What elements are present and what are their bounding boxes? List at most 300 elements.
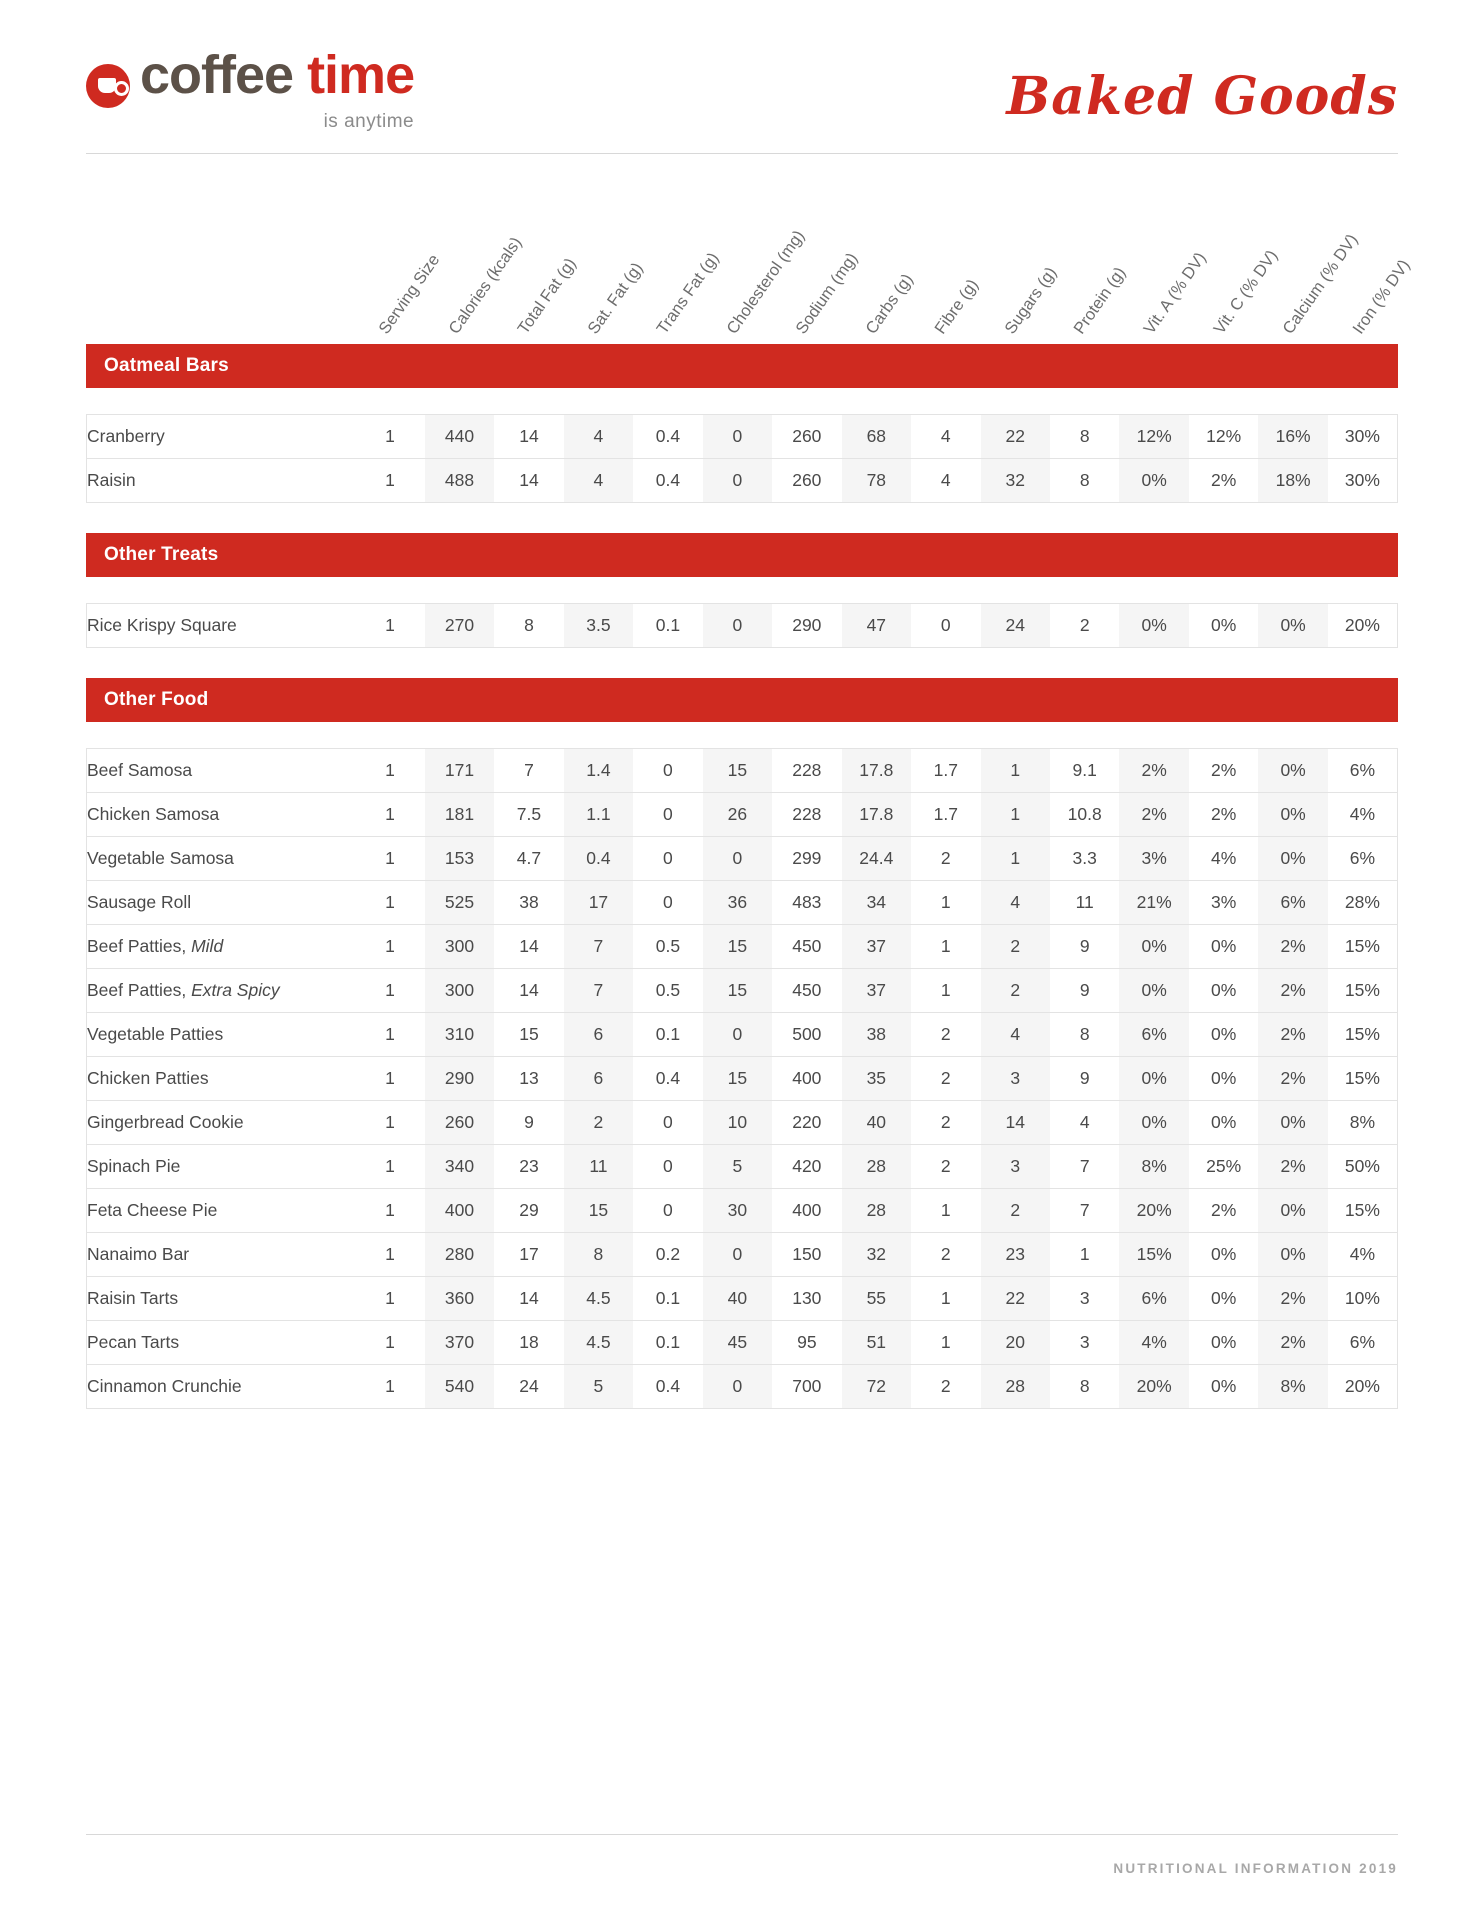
column-header: Total Fat (g) — [514, 254, 580, 338]
table-row — [87, 1277, 1398, 1321]
column-header: Serving Size — [375, 251, 444, 338]
cell-value: 2% — [1189, 749, 1258, 793]
cell-value: 450 — [772, 925, 841, 969]
cell-value: 1 — [355, 969, 424, 1013]
cell-value: 2% — [1189, 459, 1258, 503]
column-header: Protein (g) — [1070, 264, 1130, 338]
cell-value: 21% — [1119, 881, 1188, 925]
page-title: Baked Goods — [1006, 66, 1398, 127]
cell-value: 0% — [1258, 1233, 1327, 1277]
cell-value: 29 — [494, 1189, 563, 1233]
cell-value: 6% — [1328, 1321, 1398, 1365]
table-row — [87, 459, 1398, 503]
cell-value: 6% — [1258, 881, 1327, 925]
cell-value: 32 — [981, 459, 1050, 503]
cell-value: 1 — [911, 1189, 980, 1233]
cell-value: 1 — [355, 604, 424, 648]
cell-value: 0 — [633, 749, 702, 793]
cell-value: 2% — [1258, 969, 1327, 1013]
cell-value: 28 — [842, 1145, 911, 1189]
cell-value: 20% — [1119, 1365, 1188, 1409]
cell-value: 8% — [1258, 1365, 1327, 1409]
cell-value: 15% — [1328, 1189, 1398, 1233]
cell-value: 300 — [425, 925, 494, 969]
cell-value: 2% — [1119, 749, 1188, 793]
table-row — [87, 1057, 1398, 1101]
item-name-text: Rice Krispy Square — [87, 615, 237, 635]
cell-value: 24 — [494, 1365, 563, 1409]
cell-value: 0 — [703, 1233, 772, 1277]
cell-value: 1 — [355, 793, 424, 837]
cell-value: 1 — [355, 749, 424, 793]
table-row — [87, 1321, 1398, 1365]
cell-value: 0% — [1189, 925, 1258, 969]
column-header: Sugars (g) — [1001, 264, 1061, 338]
cell-value: 14 — [494, 969, 563, 1013]
column-header: Fibre (g) — [931, 276, 983, 338]
category-header: Oatmeal Bars — [86, 344, 1398, 388]
cell-value: 6% — [1328, 749, 1398, 793]
cell-value: 2 — [981, 1189, 1050, 1233]
cell-value: 14 — [494, 925, 563, 969]
cell-value: 260 — [772, 415, 841, 459]
cell-value: 51 — [842, 1321, 911, 1365]
spacer — [86, 503, 1398, 533]
cell-value: 1 — [981, 793, 1050, 837]
item-name-text: Chicken Patties — [87, 1068, 209, 1088]
cell-value: 0.4 — [633, 415, 702, 459]
cell-value: 0% — [1189, 1321, 1258, 1365]
nutrition-table — [86, 603, 1398, 648]
cell-value: 23 — [494, 1145, 563, 1189]
cell-value: 12% — [1189, 415, 1258, 459]
cell-value: 35 — [842, 1057, 911, 1101]
item-name-variant: Extra Spicy — [191, 980, 280, 1000]
item-name — [87, 1277, 356, 1321]
cell-value: 26 — [703, 793, 772, 837]
table-row — [87, 1233, 1398, 1277]
cell-value: 17 — [564, 881, 633, 925]
cell-value: 6 — [564, 1013, 633, 1057]
cell-value: 450 — [772, 969, 841, 1013]
brand-wordmark — [140, 45, 415, 132]
cell-value: 9 — [1050, 969, 1119, 1013]
cell-value: 3 — [1050, 1321, 1119, 1365]
cell-value: 300 — [425, 969, 494, 1013]
cell-value: 0.4 — [564, 837, 633, 881]
cell-value: 0 — [703, 1365, 772, 1409]
cell-value: 9.1 — [1050, 749, 1119, 793]
column-header: Vit. C (% DV) — [1209, 246, 1281, 338]
cell-value: 15 — [494, 1013, 563, 1057]
cell-value: 36 — [703, 881, 772, 925]
cell-value: 228 — [772, 793, 841, 837]
item-name — [87, 925, 356, 969]
table-row — [87, 1013, 1398, 1057]
cell-value: 1 — [355, 1145, 424, 1189]
cell-value: 15 — [703, 925, 772, 969]
sections-container — [86, 344, 1398, 1409]
cell-value: 9 — [1050, 1057, 1119, 1101]
cell-value: 2 — [911, 1145, 980, 1189]
cell-value: 0% — [1119, 459, 1188, 503]
cell-value: 0% — [1119, 925, 1188, 969]
cell-value: 525 — [425, 881, 494, 925]
cell-value: 150 — [772, 1233, 841, 1277]
cell-value: 0% — [1258, 793, 1327, 837]
cell-value: 0% — [1189, 1057, 1258, 1101]
cell-value: 47 — [842, 604, 911, 648]
footer-label: NUTRITIONAL INFORMATION 2019 — [1113, 1861, 1398, 1876]
column-header: Calcium (% DV) — [1279, 230, 1362, 338]
item-name — [87, 415, 356, 459]
item-name — [87, 1233, 356, 1277]
cell-value: 3% — [1189, 881, 1258, 925]
cell-value: 4.7 — [494, 837, 563, 881]
cell-value: 0.2 — [633, 1233, 702, 1277]
cell-value: 0.1 — [633, 1013, 702, 1057]
item-name — [87, 969, 356, 1013]
cell-value: 0% — [1189, 1277, 1258, 1321]
cell-value: 34 — [842, 881, 911, 925]
table-row — [87, 604, 1398, 648]
cell-value: 37 — [842, 925, 911, 969]
item-name-text: Cranberry — [87, 426, 165, 446]
cell-value: 440 — [425, 415, 494, 459]
cell-value: 181 — [425, 793, 494, 837]
cell-value: 7.5 — [494, 793, 563, 837]
column-header: Calories (kcals) — [445, 233, 526, 338]
column-header: Trans Fat (g) — [653, 249, 723, 338]
cell-value: 1 — [355, 415, 424, 459]
cell-value: 2% — [1258, 1057, 1327, 1101]
cell-value: 2 — [911, 837, 980, 881]
cell-value: 0% — [1119, 604, 1188, 648]
item-name — [87, 1101, 356, 1145]
cell-value: 340 — [425, 1145, 494, 1189]
cell-value: 4.5 — [564, 1321, 633, 1365]
cell-value: 1 — [981, 837, 1050, 881]
cell-value: 0% — [1189, 1013, 1258, 1057]
cell-value: 4 — [1050, 1101, 1119, 1145]
cell-value: 8% — [1328, 1101, 1398, 1145]
cell-value: 14 — [494, 1277, 563, 1321]
cell-value: 4 — [911, 415, 980, 459]
cell-value: 15% — [1328, 1057, 1398, 1101]
item-name-text: Spinach Pie — [87, 1156, 181, 1176]
cell-value: 15% — [1119, 1233, 1188, 1277]
cell-value: 17 — [494, 1233, 563, 1277]
cell-value: 13 — [494, 1057, 563, 1101]
cell-value: 18% — [1258, 459, 1327, 503]
cell-value: 483 — [772, 881, 841, 925]
coffee-cup-icon — [86, 64, 130, 108]
nutrition-table — [86, 748, 1398, 1409]
cell-value: 4 — [981, 881, 1050, 925]
cell-value: 0 — [703, 415, 772, 459]
table-row — [87, 881, 1398, 925]
cell-value: 28% — [1328, 881, 1398, 925]
nutrition-table — [86, 414, 1398, 503]
item-name-text: Raisin Tarts — [87, 1288, 179, 1308]
cell-value: 9 — [1050, 925, 1119, 969]
cell-value: 0 — [633, 1189, 702, 1233]
item-name-text: Raisin — [87, 470, 136, 490]
cell-value: 28 — [981, 1365, 1050, 1409]
item-name-text: Beef Samosa — [87, 760, 193, 780]
cell-value: 2% — [1189, 793, 1258, 837]
cell-value: 3.5 — [564, 604, 633, 648]
item-name-text: Pecan Tarts — [87, 1332, 180, 1352]
cell-value: 2% — [1189, 1189, 1258, 1233]
cell-value: 18 — [494, 1321, 563, 1365]
cell-value: 1 — [981, 749, 1050, 793]
cell-value: 260 — [425, 1101, 494, 1145]
cell-value: 15% — [1328, 925, 1398, 969]
cell-value: 2 — [911, 1057, 980, 1101]
cell-value: 1.1 — [564, 793, 633, 837]
cell-value: 1 — [355, 1365, 424, 1409]
cell-value: 0% — [1258, 1101, 1327, 1145]
cell-value: 1 — [355, 881, 424, 925]
cell-value: 15% — [1328, 1013, 1398, 1057]
item-name — [87, 1145, 356, 1189]
cell-value: 2 — [911, 1233, 980, 1277]
cell-value: 10 — [703, 1101, 772, 1145]
page-footer — [86, 1834, 1398, 1876]
cell-value: 1 — [355, 837, 424, 881]
cell-value: 400 — [772, 1057, 841, 1101]
cell-value: 2% — [1119, 793, 1188, 837]
item-name — [87, 1057, 356, 1101]
cell-value: 4 — [564, 415, 633, 459]
item-name-text: Feta Cheese Pie — [87, 1200, 218, 1220]
cell-value: 0.4 — [633, 459, 702, 503]
table-row — [87, 969, 1398, 1013]
item-name-text: Chicken Samosa — [87, 804, 220, 824]
cell-value: 3 — [981, 1057, 1050, 1101]
cell-value: 2 — [981, 969, 1050, 1013]
spacer — [86, 722, 1398, 748]
cell-value: 4 — [981, 1013, 1050, 1057]
cell-value: 270 — [425, 604, 494, 648]
table-row — [87, 749, 1398, 793]
table-row — [87, 793, 1398, 837]
cell-value: 22 — [981, 1277, 1050, 1321]
cell-value: 55 — [842, 1277, 911, 1321]
cell-value: 4% — [1328, 793, 1398, 837]
cell-value: 32 — [842, 1233, 911, 1277]
cell-value: 45 — [703, 1321, 772, 1365]
cell-value: 7 — [1050, 1189, 1119, 1233]
brand-name-part1: coffee — [140, 45, 294, 105]
cell-value: 400 — [772, 1189, 841, 1233]
cell-value: 28 — [842, 1189, 911, 1233]
cell-value: 2 — [911, 1365, 980, 1409]
cell-value: 1 — [911, 881, 980, 925]
item-name — [87, 749, 356, 793]
cell-value: 130 — [772, 1277, 841, 1321]
cell-value: 171 — [425, 749, 494, 793]
cell-value: 9 — [494, 1101, 563, 1145]
cell-value: 8 — [494, 604, 563, 648]
cell-value: 228 — [772, 749, 841, 793]
cell-value: 4 — [911, 459, 980, 503]
cell-value: 8 — [1050, 459, 1119, 503]
cell-value: 2 — [1050, 604, 1119, 648]
cell-value: 40 — [842, 1101, 911, 1145]
cell-value: 1 — [355, 1101, 424, 1145]
cell-value: 1 — [355, 1013, 424, 1057]
cell-value: 5 — [564, 1365, 633, 1409]
cell-value: 2% — [1258, 1145, 1327, 1189]
cell-value: 290 — [425, 1057, 494, 1101]
cell-value: 72 — [842, 1365, 911, 1409]
cell-value: 12% — [1119, 415, 1188, 459]
cell-value: 17.8 — [842, 793, 911, 837]
brand-logo — [86, 45, 415, 132]
cell-value: 0 — [633, 1101, 702, 1145]
table-row — [87, 1145, 1398, 1189]
cell-value: 7 — [494, 749, 563, 793]
cell-value: 14 — [494, 459, 563, 503]
cell-value: 299 — [772, 837, 841, 881]
item-name — [87, 1365, 356, 1409]
cell-value: 0% — [1189, 604, 1258, 648]
cell-value: 1 — [911, 1277, 980, 1321]
cell-value: 8% — [1119, 1145, 1188, 1189]
cell-value: 310 — [425, 1013, 494, 1057]
cell-value: 37 — [842, 969, 911, 1013]
table-row — [87, 1101, 1398, 1145]
cell-value: 8 — [1050, 415, 1119, 459]
cell-value: 0.5 — [633, 969, 702, 1013]
cell-value: 4% — [1328, 1233, 1398, 1277]
cell-value: 95 — [772, 1321, 841, 1365]
cell-value: 23 — [981, 1233, 1050, 1277]
cell-value: 8 — [1050, 1013, 1119, 1057]
cell-value: 3 — [1050, 1277, 1119, 1321]
cell-value: 15% — [1328, 969, 1398, 1013]
cell-value: 488 — [425, 459, 494, 503]
cell-value: 8 — [564, 1233, 633, 1277]
cell-value: 30 — [703, 1189, 772, 1233]
cell-value: 10% — [1328, 1277, 1398, 1321]
cell-value: 260 — [772, 459, 841, 503]
cell-value: 7 — [1050, 1145, 1119, 1189]
cell-value: 6% — [1119, 1277, 1188, 1321]
item-name-text: Gingerbread Cookie — [87, 1112, 244, 1132]
cell-value: 10.8 — [1050, 793, 1119, 837]
cell-value: 2% — [1258, 1013, 1327, 1057]
cell-value: 2% — [1258, 925, 1327, 969]
category-header: Other Treats — [86, 533, 1398, 577]
cell-value: 0 — [633, 793, 702, 837]
cell-value: 4% — [1119, 1321, 1188, 1365]
cell-value: 1 — [355, 925, 424, 969]
cell-value: 4 — [564, 459, 633, 503]
cell-value: 6 — [564, 1057, 633, 1101]
item-name-text: Sausage Roll — [87, 892, 192, 912]
cell-value: 0% — [1258, 749, 1327, 793]
column-headers — [86, 154, 1414, 344]
cell-value: 2% — [1258, 1321, 1327, 1365]
column-header: Sat. Fat (g) — [584, 259, 647, 338]
cell-value: 0% — [1119, 1101, 1188, 1145]
cell-value: 68 — [842, 415, 911, 459]
cell-value: 1 — [911, 1321, 980, 1365]
item-name — [87, 837, 356, 881]
cell-value: 0 — [911, 604, 980, 648]
cell-value: 5 — [703, 1145, 772, 1189]
cell-value: 15 — [703, 969, 772, 1013]
item-name-text: Cinnamon Crunchie — [87, 1376, 242, 1396]
cell-value: 3% — [1119, 837, 1188, 881]
cell-value: 153 — [425, 837, 494, 881]
cell-value: 1.7 — [911, 793, 980, 837]
cell-value: 38 — [494, 881, 563, 925]
cell-value: 0.5 — [633, 925, 702, 969]
cell-value: 400 — [425, 1189, 494, 1233]
page-header — [86, 0, 1398, 154]
cell-value: 290 — [772, 604, 841, 648]
cell-value: 1 — [355, 1057, 424, 1101]
cell-value: 20 — [981, 1321, 1050, 1365]
item-name — [87, 881, 356, 925]
cell-value: 14 — [981, 1101, 1050, 1145]
item-name — [87, 459, 356, 503]
cell-value: 38 — [842, 1013, 911, 1057]
cell-value: 0 — [703, 837, 772, 881]
item-name-text: Vegetable Samosa — [87, 848, 234, 868]
cell-value: 20% — [1119, 1189, 1188, 1233]
cell-value: 1 — [1050, 1233, 1119, 1277]
item-name — [87, 793, 356, 837]
cell-value: 40 — [703, 1277, 772, 1321]
cell-value: 0.1 — [633, 1277, 702, 1321]
item-name-text: Beef Patties, — [87, 980, 192, 1000]
cell-value: 0.1 — [633, 604, 702, 648]
item-name — [87, 1321, 356, 1365]
cell-value: 1.7 — [911, 749, 980, 793]
cell-value: 2% — [1258, 1277, 1327, 1321]
cell-value: 0% — [1189, 1233, 1258, 1277]
cell-value: 78 — [842, 459, 911, 503]
column-header: Iron (% DV) — [1349, 256, 1414, 338]
cell-value: 14 — [494, 415, 563, 459]
cell-value: 30% — [1328, 415, 1398, 459]
cell-value: 0 — [703, 459, 772, 503]
cell-value: 24.4 — [842, 837, 911, 881]
cell-value: 4% — [1189, 837, 1258, 881]
cell-value: 1 — [911, 925, 980, 969]
cell-value: 30% — [1328, 459, 1398, 503]
brand-tagline: is anytime — [323, 111, 415, 132]
brand-name — [140, 45, 415, 105]
cell-value: 1 — [355, 1321, 424, 1365]
cell-value: 0% — [1258, 837, 1327, 881]
column-header: Sodium (mg) — [792, 249, 862, 338]
cell-value: 280 — [425, 1233, 494, 1277]
cell-value: 360 — [425, 1277, 494, 1321]
cell-value: 500 — [772, 1013, 841, 1057]
cell-value: 0 — [633, 1145, 702, 1189]
cell-value: 15 — [703, 749, 772, 793]
cell-value: 3 — [981, 1145, 1050, 1189]
cell-value: 6% — [1119, 1013, 1188, 1057]
cell-value: 0.4 — [633, 1057, 702, 1101]
cell-value: 0% — [1189, 1101, 1258, 1145]
